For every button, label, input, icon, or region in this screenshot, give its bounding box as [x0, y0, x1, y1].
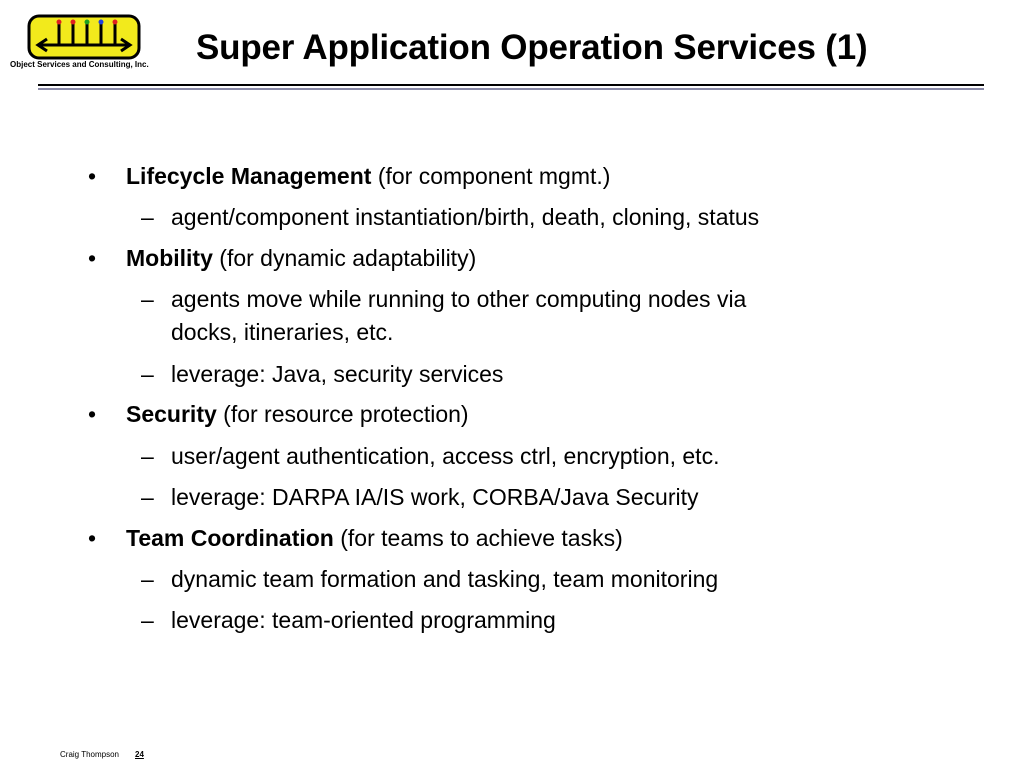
sub-bullet-item: – leverage: team-oriented programming	[141, 607, 556, 633]
sub-bullet-item: – leverage: DARPA IA/IS work, CORBA/Java Security	[141, 484, 699, 510]
bullet-dot: •	[88, 163, 97, 189]
title-rule-shadow	[38, 88, 984, 90]
bullet-note: (for dynamic adaptability)	[219, 245, 477, 271]
sub-bullet-item: – user/agent authentication, access ctrl, encryption, etc.	[141, 443, 720, 469]
sub-bullet-text: leverage: Java, security services	[171, 361, 504, 387]
sub-bullet-text: leverage: DARPA IA/IS work, CORBA/Java Security	[171, 484, 699, 510]
title-rule	[38, 84, 984, 86]
page-number: 24	[135, 750, 144, 759]
bullet-heading: Lifecycle Management	[126, 163, 372, 189]
company-logo	[27, 14, 141, 60]
sub-bullet-item: – agent/component instantiation/birth, death, cloning, status	[141, 204, 760, 230]
company-name: Object Services and Consulting, Inc.	[10, 60, 149, 69]
sub-bullet-text: agents move while running to other computing nodes via	[171, 286, 747, 312]
slide-title: Super Application Operation Services (1)	[196, 28, 868, 67]
sub-bullet-continuation	[171, 316, 393, 349]
bullet-item	[88, 398, 469, 431]
sub-bullet-text: docks, itineraries, etc.	[171, 319, 394, 345]
sub-bullet-text: agent/component instantiation/birth, death, cloning, status	[171, 204, 760, 230]
bullet-note: (for teams to achieve tasks)	[340, 525, 623, 551]
bullet-heading: Mobility	[126, 245, 213, 271]
sub-bullet-item: – agents move while running to other computing nodes via	[141, 286, 747, 312]
sub-bullet-item: – leverage: Java, security services	[141, 361, 504, 387]
bullet-dot: •	[88, 245, 97, 271]
sub-bullet-item: – dynamic team formation and tasking, team monitoring	[141, 566, 719, 592]
sub-bullet-text: dynamic team formation and tasking, team monitoring	[171, 566, 719, 592]
bullet-dot: •	[88, 401, 97, 427]
sub-bullet-text: user/agent authentication, access ctrl, encryption, etc.	[171, 443, 720, 469]
footer-author: Craig Thompson	[60, 750, 119, 759]
bullet-dot: •	[88, 525, 97, 551]
bullet-heading: Security	[126, 401, 217, 427]
bullet-item	[88, 522, 623, 555]
bullet-note: (for resource protection)	[223, 401, 469, 427]
bullet-heading: Team Coordination	[126, 525, 334, 551]
bullet-item	[88, 160, 611, 193]
bullet-item	[88, 242, 477, 275]
sub-bullet-text: leverage: team-oriented programming	[171, 607, 556, 633]
bullet-note: (for component mgmt.)	[377, 163, 611, 189]
